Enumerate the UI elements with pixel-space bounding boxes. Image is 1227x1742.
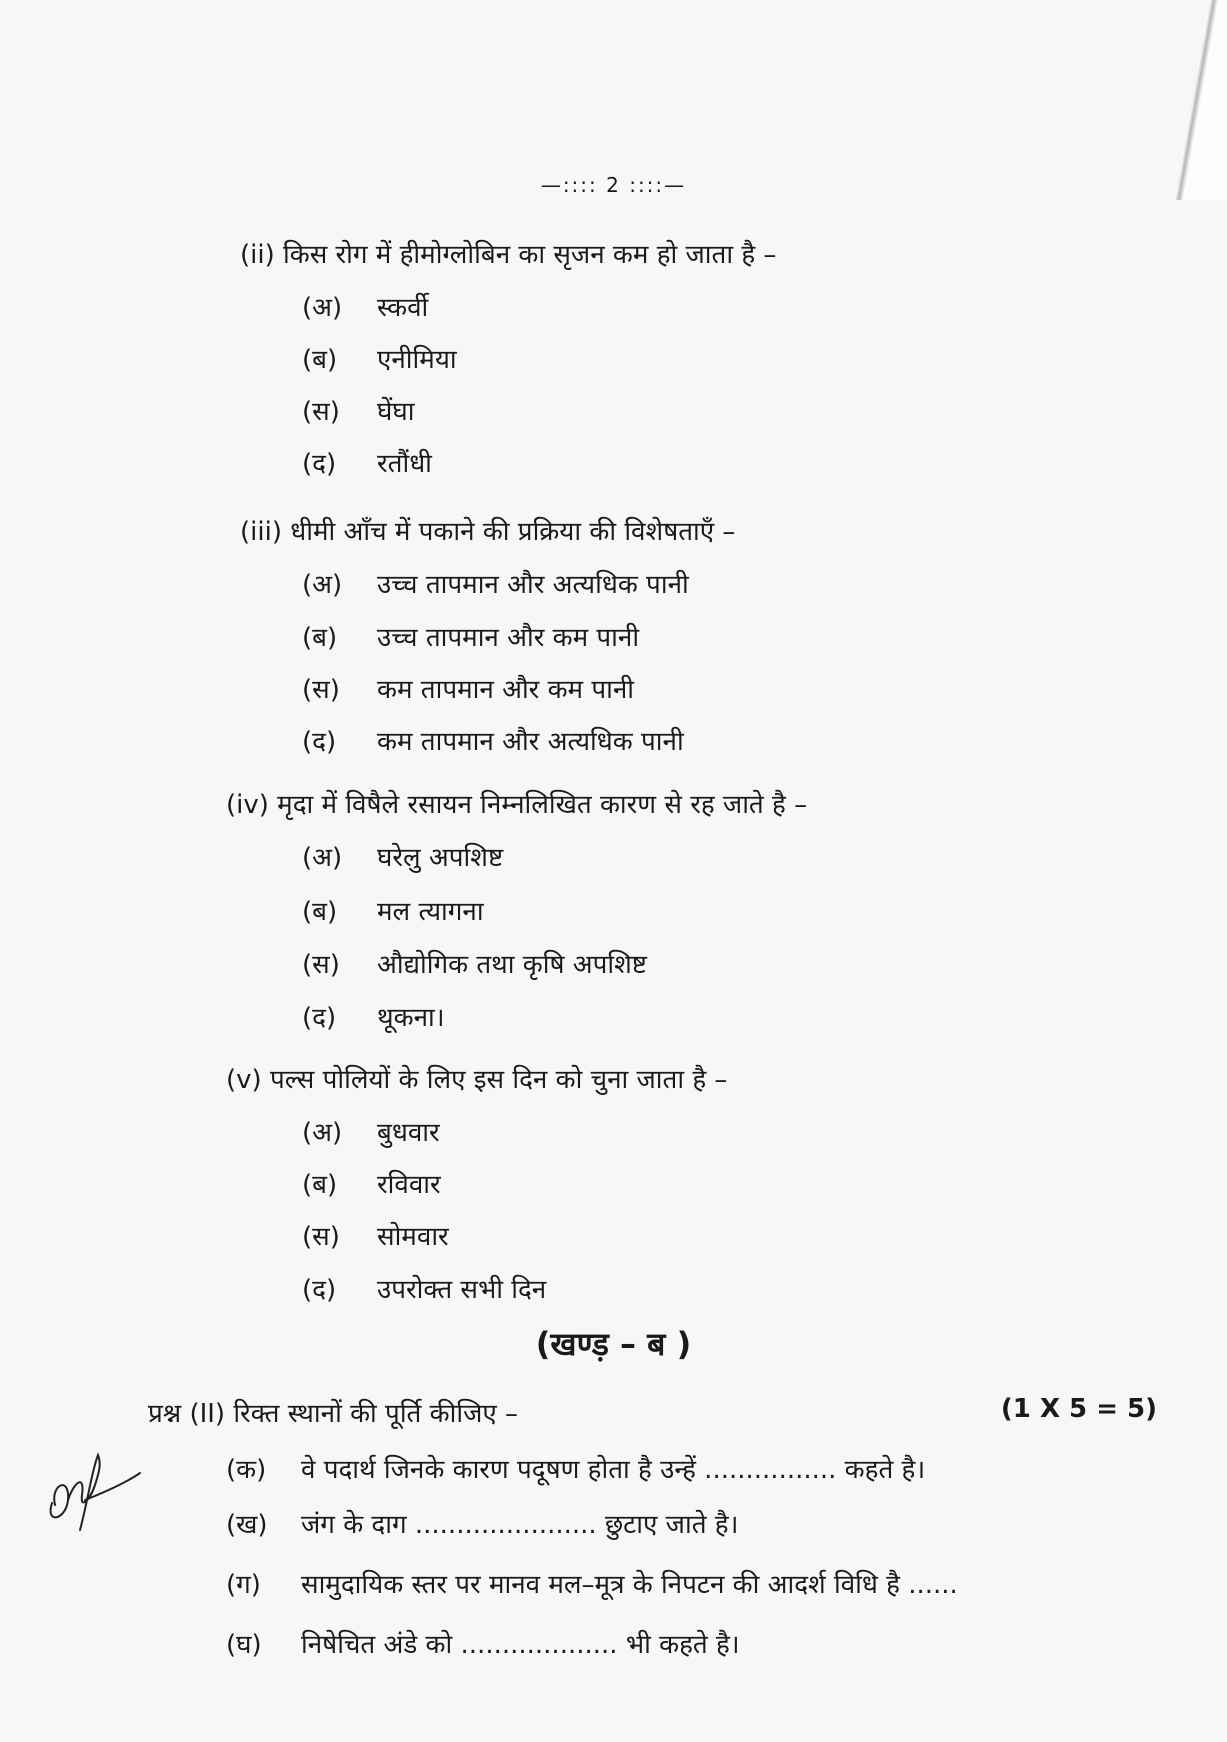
option	[302, 998, 445, 1034]
fill-text: निषेचित अंडे को ................... भी कहते है।	[301, 1630, 740, 1660]
option-label: (अ)	[302, 570, 343, 600]
fill-text: वे पदार्थ जिनके कारण पदूषण होता है उन्हें ................ कहते है।	[301, 1455, 926, 1485]
option	[302, 722, 684, 758]
option-text: औद्योगिक तथा कृषि अपशिष्ट	[377, 950, 647, 980]
page-fold-shadow	[1147, 0, 1227, 200]
option-label: (द)	[302, 1003, 337, 1033]
option-text: थूकना।	[377, 1003, 445, 1033]
option	[302, 838, 503, 874]
option-text: बुधवार	[377, 1118, 440, 1148]
fill-label: (घ)	[226, 1630, 262, 1660]
fill-item	[226, 1450, 925, 1486]
option-label: (द)	[302, 1275, 337, 1305]
fill-text: जंग के दाग ...................... छुटाए जाते है।	[301, 1510, 739, 1540]
option-text: रतौंधी	[377, 449, 432, 479]
fill-label: (ख)	[226, 1510, 268, 1540]
option	[302, 444, 432, 480]
fill-item	[226, 1625, 740, 1661]
option-label: (स)	[302, 950, 340, 980]
option	[302, 565, 689, 601]
option-label: (ब)	[302, 623, 338, 653]
option-text: कम तापमान और अत्यधिक पानी	[377, 727, 684, 757]
option	[302, 340, 457, 376]
option-text: एनीमिया	[377, 345, 457, 375]
option	[302, 892, 484, 928]
option-label: (द)	[302, 727, 337, 757]
option-text: उच्च तापमान और अत्यधिक पानी	[377, 570, 689, 600]
option-text: उच्च तापमान और कम पानी	[377, 623, 640, 653]
fill-label: (ग)	[226, 1570, 261, 1600]
section-question: प्रश्न (II) रिक्त स्थानों की पूर्ति कीजिए –	[148, 1399, 519, 1429]
option-text: कम तापमान और कम पानी	[377, 675, 635, 705]
option-label: (स)	[302, 1222, 340, 1252]
option-text: उपरोक्त सभी दिन	[377, 1275, 547, 1305]
option	[302, 1270, 546, 1306]
handwritten-signature	[40, 1445, 150, 1545]
option-label: (द)	[302, 449, 337, 479]
option-label: (अ)	[302, 293, 343, 323]
option-text: सोमवार	[377, 1222, 449, 1252]
option-label: (अ)	[302, 1118, 343, 1148]
section-heading: (खण्ड़ – ब )	[535, 1325, 692, 1363]
fill-text: सामुदायिक स्तर पर मानव मल–मूत्र के निपटन की आदर्श विधि है ......	[301, 1570, 958, 1600]
option-label: (ब)	[302, 1170, 338, 1200]
option-text: घरेलु अपशिष्ट	[377, 843, 504, 873]
option	[302, 945, 647, 981]
option	[302, 1165, 441, 1201]
option-label: (ब)	[302, 897, 338, 927]
fill-item	[226, 1505, 738, 1541]
option-label: (स)	[302, 675, 340, 705]
question-ii: (ii) किस रोग में हीमोग्लोबिन का सृजन कम हो जाता है –	[240, 240, 777, 270]
option	[302, 670, 634, 706]
option	[302, 618, 639, 654]
option	[302, 1217, 449, 1253]
marks: (1 X 5 = 5)	[1000, 1394, 1157, 1424]
option-label: (स)	[302, 397, 340, 427]
page-number: —:::: 2 ::::—	[540, 173, 687, 197]
option-text: रविवार	[377, 1170, 441, 1200]
option-text: मल त्यागना	[377, 897, 484, 927]
option-text: स्कर्वी	[377, 293, 429, 323]
option-label: (ब)	[302, 345, 338, 375]
question-v: (v) पल्स पोलियों के लिए इस दिन को चुना जाता है –	[226, 1065, 728, 1095]
fill-label: (क)	[226, 1455, 267, 1485]
question-iv: (iv) मृदा में विषैले रसायन निम्नलिखित कारण से रह जाते है –	[226, 790, 808, 820]
option-text: घेंघा	[377, 397, 415, 427]
option	[302, 288, 428, 324]
option	[302, 1113, 440, 1149]
fill-item	[226, 1565, 958, 1601]
question-iii: (iii) धीमी ऑंच में पकाने की प्रक्रिया की विशेषताएँ –	[240, 517, 736, 547]
option-label: (अ)	[302, 843, 343, 873]
option	[302, 392, 414, 428]
